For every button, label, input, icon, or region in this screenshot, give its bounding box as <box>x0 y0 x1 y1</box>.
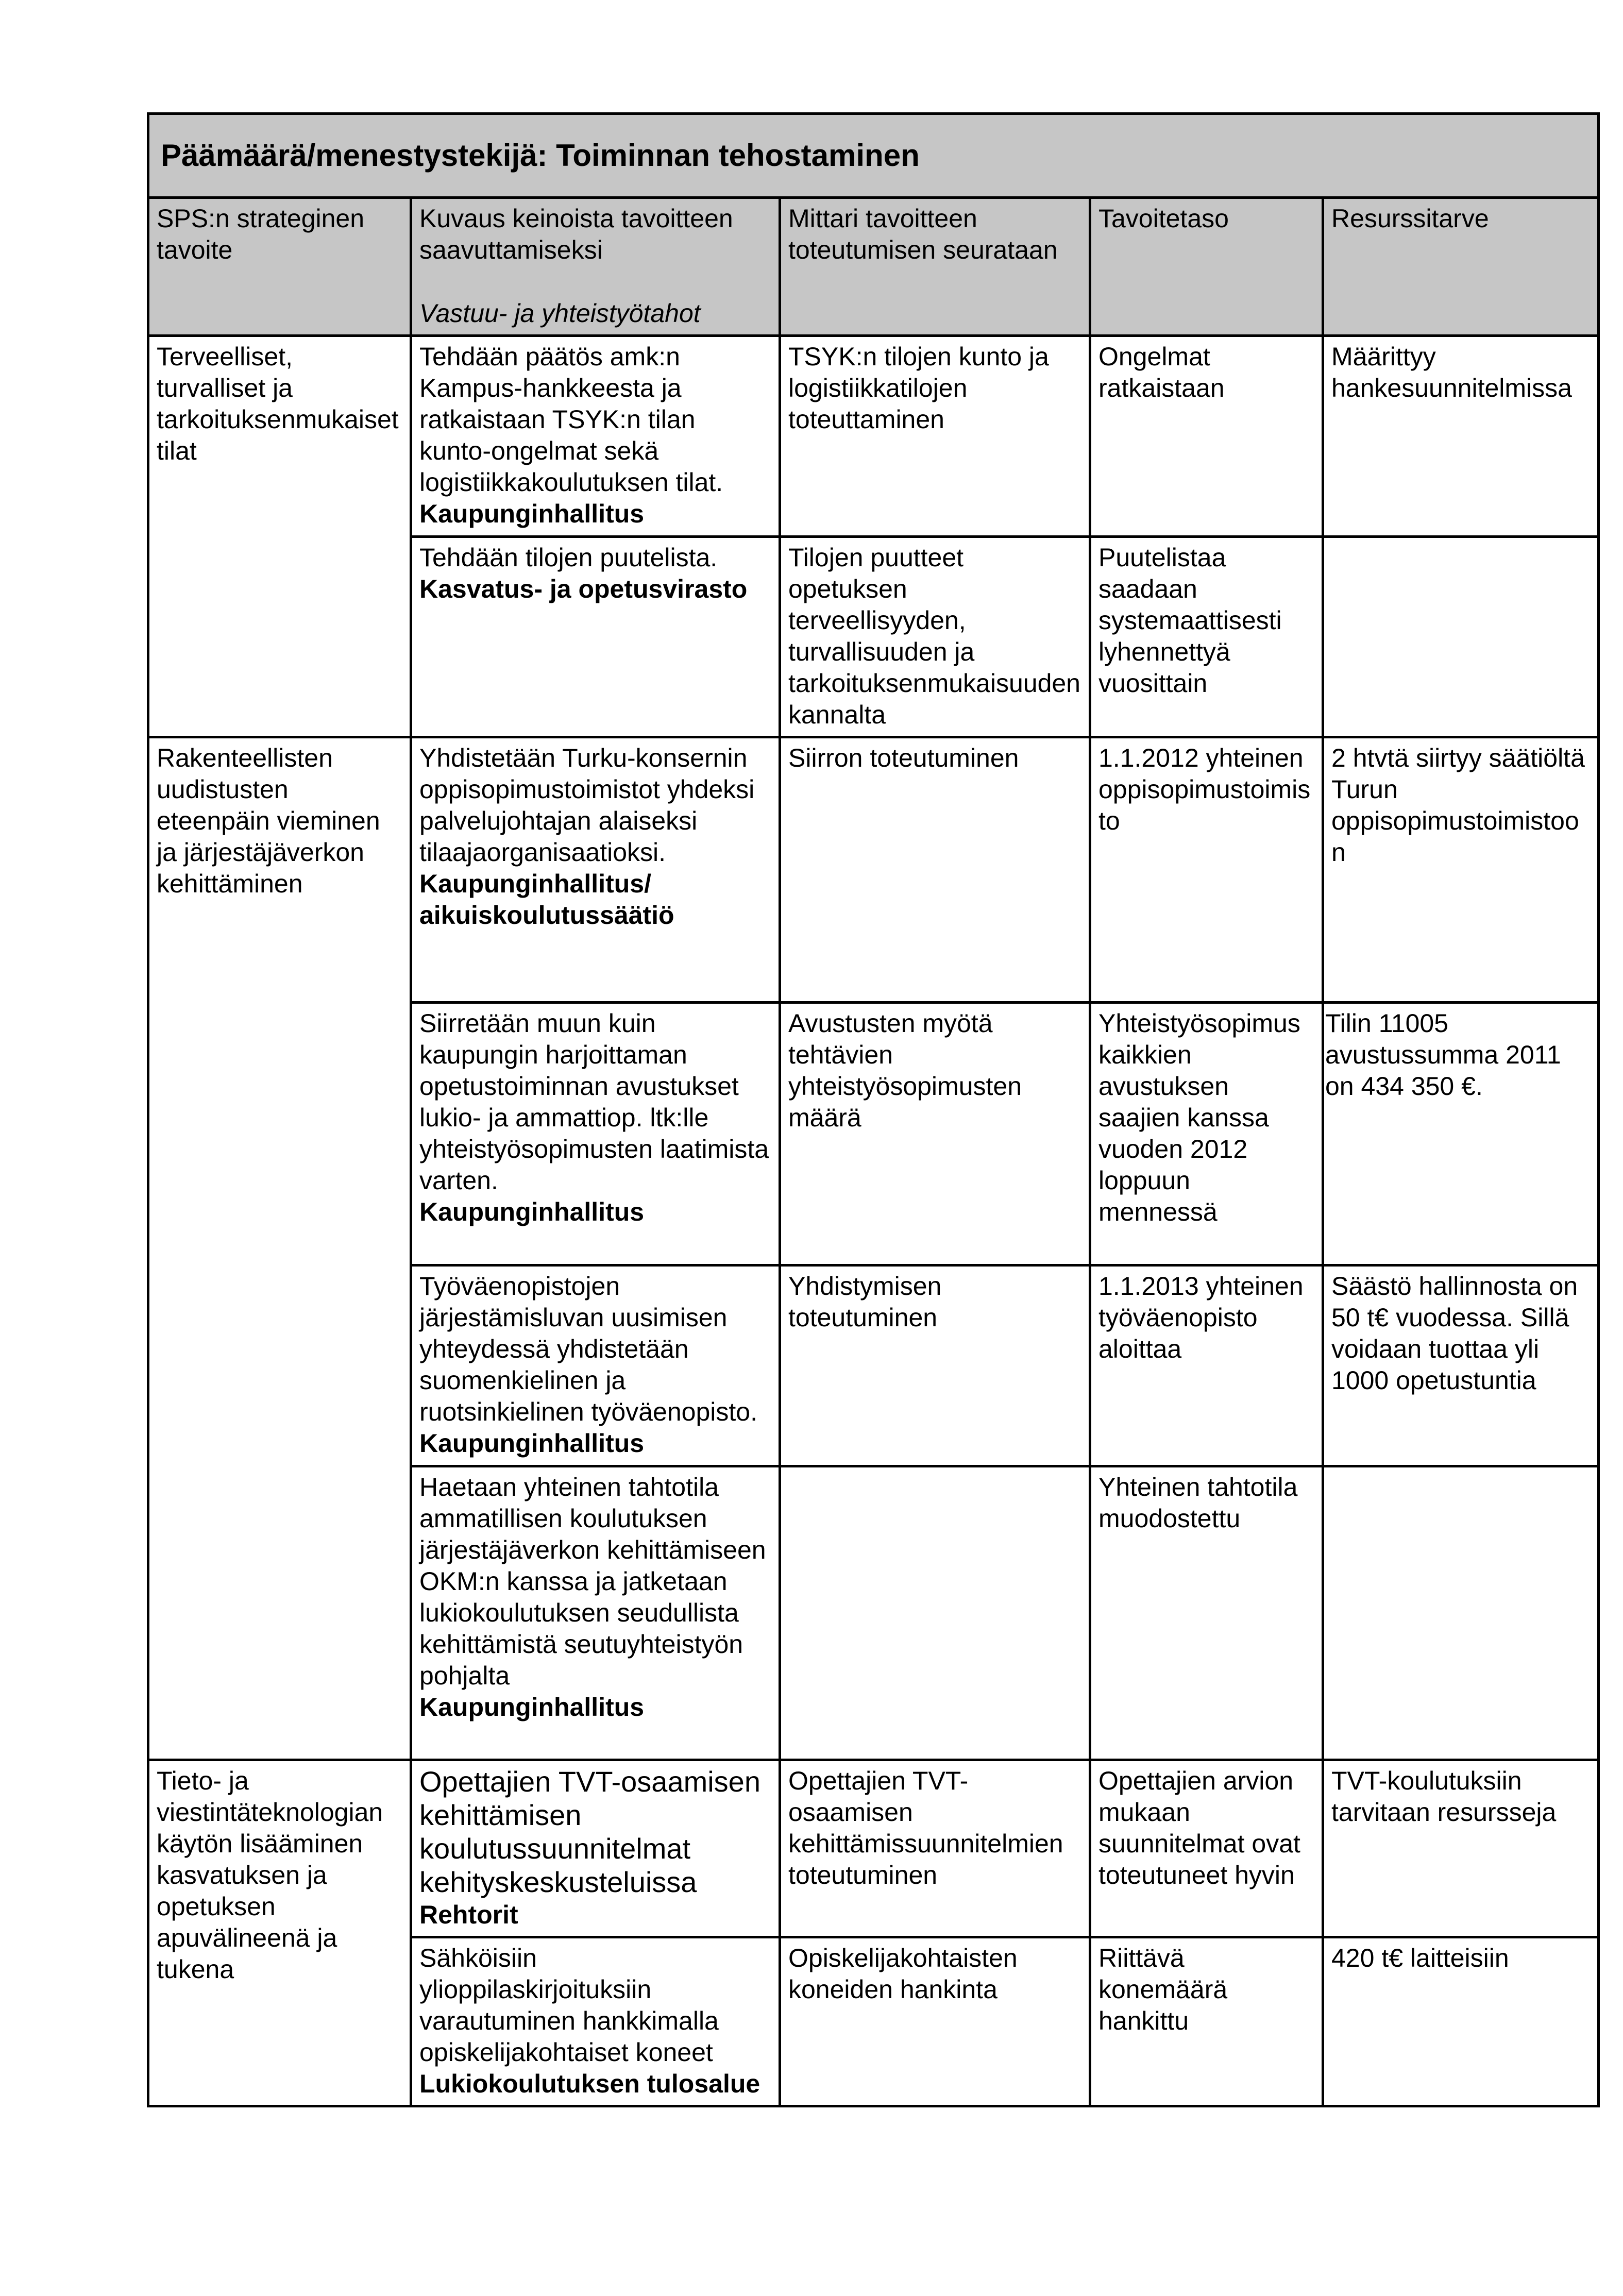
description-text: Siirretään muun kuin kaupungin harjoittaman opetustoiminnan avustukset lukio- ja ammattiop. ltk:lle yhteistyösopimusten laatimista varten. <box>419 1009 769 1195</box>
table-title: Päämäärä/menestystekijä: Toiminnan tehostaminen <box>148 114 1599 198</box>
responsible-party: Kasvatus- ja opetusvirasto <box>419 575 748 603</box>
header-resources <box>1323 198 1599 336</box>
target-level-cell: Ongelmat ratkaistaan <box>1090 336 1323 537</box>
responsible-party: Rehtorit <box>419 1900 518 1929</box>
description-text: Haetaan yhteinen tahtotila ammatillisen koulutuksen järjestäjäverkon kehittämiseen OKM:n kanssa ja jatketaan lukiokoulutuksen seudullista kehittämistä seutuyhteistyön pohjalta <box>419 1473 766 1690</box>
resources-cell: Määrittyy hankesuunnitelmissa <box>1323 336 1599 537</box>
metric-cell: Opettajien TVT-osaamisen kehittämissuunnitelmien toteutuminen <box>780 1760 1090 1937</box>
resources-cell: Tilin 11005 avustussumma 2011 on 434 350 €. <box>1323 1003 1599 1265</box>
responsible-party: Kaupunginhallitus <box>419 1197 645 1226</box>
header-metric <box>780 198 1090 336</box>
target-level-cell: 1.1.2013 yhteinen työväenopisto aloittaa <box>1090 1265 1323 1466</box>
description-cell <box>411 737 780 1003</box>
responsible-party: Kaupunginhallitus <box>419 499 645 528</box>
header-row <box>148 198 1599 336</box>
description-cell <box>411 1265 780 1466</box>
header-target-level-label: Tavoitetaso <box>1098 204 1229 233</box>
description-cell <box>411 1937 780 2106</box>
target-level-cell: 1.1.2012 yhteinen oppisopimustoimisto <box>1090 737 1323 1003</box>
responsible-party: Kaupunginhallitus <box>419 1693 645 1721</box>
metric-cell: Tilojen puutteet opetuksen terveellisyyden, turvallisuuden ja tarkoituksenmukaisuuden kannalta <box>780 537 1090 737</box>
table-row <box>148 737 1599 1003</box>
resources-cell: 2 htvtä siirtyy säätiöltä Turun oppisopimustoimistoon <box>1323 737 1599 1003</box>
description-cell <box>411 336 780 537</box>
resources-cell <box>1323 1466 1599 1760</box>
table-row <box>148 336 1599 537</box>
responsible-party: Kaupunginhallitus/ aikuiskoulutussäätiö <box>419 869 674 930</box>
responsible-party: Kaupunginhallitus <box>419 1429 645 1458</box>
metric-cell: Siirron toteutuminen <box>780 737 1090 1003</box>
resources-cell: Säästö hallinnosta on 50 t€ vuodessa. Sillä voidaan tuottaa yli 1000 opetustuntia <box>1323 1265 1599 1466</box>
header-metric-label: Mittari tavoitteen toteutumisen seurataan <box>788 204 1058 264</box>
metric-cell: Avustusten myötä tehtävien yhteistyösopimusten määrä <box>780 1003 1090 1265</box>
description-text: Tehdään tilojen puutelista. <box>419 543 718 572</box>
table-body <box>148 336 1599 2106</box>
description-cell <box>411 1466 780 1760</box>
header-strategic-goal <box>148 198 411 336</box>
target-level-cell: Yhteistyösopimus kaikkien avustuksen saajien kanssa vuoden 2012 loppuun mennessä <box>1090 1003 1323 1265</box>
metric-cell: Yhdistymisen toteutuminen <box>780 1265 1090 1466</box>
description-cell <box>411 537 780 737</box>
metric-cell: TSYK:n tilojen kunto ja logistiikkatilojen toteuttaminen <box>780 336 1090 537</box>
target-level-cell: Riittävä konemäärä hankittu <box>1090 1937 1323 2106</box>
strategic-goal-cell: Terveelliset, turvalliset ja tarkoituksenmukaiset tilat <box>148 336 411 737</box>
header-target-level <box>1090 198 1323 336</box>
title-row <box>148 114 1599 198</box>
description-text: Työväenopistojen järjestämisluvan uusimisen yhteydessä yhdistetään suomenkielinen ja ruotsinkielinen työväenopisto. <box>419 1272 757 1426</box>
target-level-cell: Puutelistaa saadaan systemaattisesti lyhennettyä vuosittain <box>1090 537 1323 737</box>
metric-cell: Opiskelijakohtaisten koneiden hankinta <box>780 1937 1090 2106</box>
header-description <box>411 198 780 336</box>
responsible-party: Lukiokoulutuksen tulosalue <box>419 2069 760 2098</box>
target-level-cell: Opettajien arvion mukaan suunnitelmat ovat toteutuneet hyvin <box>1090 1760 1323 1937</box>
resources-cell <box>1323 537 1599 737</box>
resources-cell: TVT-koulutuksiin tarvitaan resursseja <box>1323 1760 1599 1937</box>
resources-cell: 420 t€ laitteisiin <box>1323 1937 1599 2106</box>
header-responsible-subheader: Vastuu- ja yhteistyötahot <box>419 299 701 328</box>
strategic-goal-cell: Tieto- ja viestintäteknologian käytön lisääminen kasvatuksen ja opetuksen apuvälineenä ja tukena <box>148 1760 411 2106</box>
description-cell <box>411 1003 780 1265</box>
header-description-label: Kuvaus keinoista tavoitteen saavuttamiseksi <box>419 204 733 264</box>
metric-cell <box>780 1466 1090 1760</box>
header-strategic-goal-label: SPS:n strateginen tavoite <box>157 204 365 264</box>
description-text: Tehdään päätös amk:n Kampus-hankkeesta ja ratkaistaan TSYK:n tilan kunto-ongelmat sekä logistiikkakoulutuksen tilat. <box>419 342 723 497</box>
description-text: Sähköisiin ylioppilaskirjoituksiin varautuminen hankkimalla opiskelijakohtaiset koneet <box>419 1944 719 2067</box>
header-resources-label: Resurssitarve <box>1331 204 1489 233</box>
strategic-goal-cell: Rakenteellisten uudistusten eteenpäin vieminen ja järjestäjäverkon kehittäminen <box>148 737 411 1760</box>
goal-table <box>147 112 1600 2107</box>
description-text: Yhdistetään Turku-konsernin oppisopimustoimistot yhdeksi palvelujohtajan alaiseksi tilaajaorganisaatioksi. <box>419 744 755 867</box>
description-text: Opettajien TVT-osaamisen kehittämisen koulutussuunnitelmat kehityskeskusteluissa <box>419 1765 760 1898</box>
table-row <box>148 1760 1599 1937</box>
description-cell <box>411 1760 780 1937</box>
target-level-cell: Yhteinen tahtotila muodostettu <box>1090 1466 1323 1760</box>
